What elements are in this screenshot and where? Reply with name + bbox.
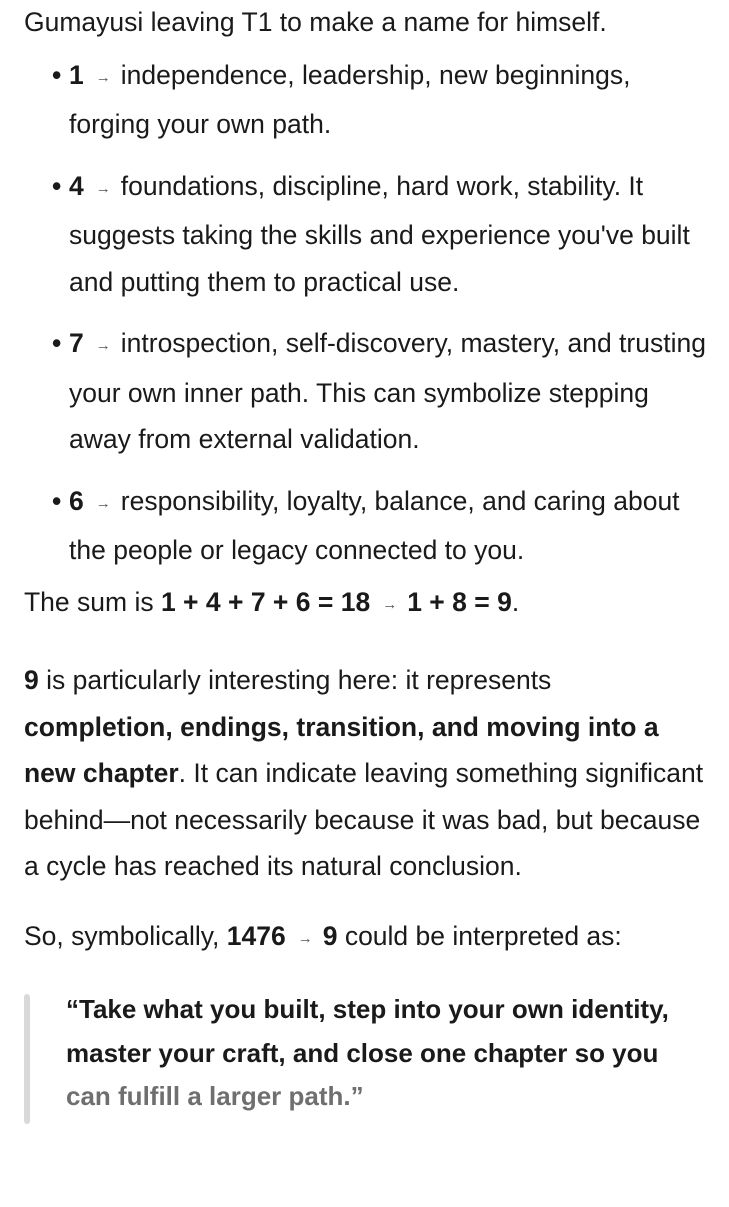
arrow-icon: → bbox=[95, 68, 111, 86]
number-label: 7 bbox=[69, 328, 84, 358]
quote-line-2: master your craft, and close one chapter so you bbox=[66, 1037, 659, 1068]
message-content bbox=[24, 0, 714, 1119]
number-label: 4 bbox=[69, 170, 84, 201]
symbolic-suffix: could be interpreted as: bbox=[337, 920, 622, 951]
number-meaning: introspection, self-discovery, mastery, and trusting your own inner path. This can symbolize stepping away from external validation. bbox=[69, 328, 706, 454]
blockquote bbox=[24, 988, 714, 1119]
sum-equation: 1 + 4 + 7 + 6 = 18 bbox=[160, 586, 371, 617]
sum-suffix: . bbox=[511, 586, 520, 617]
nine-lead-text: is particularly interesting here: it represents bbox=[38, 665, 552, 695]
sum-result: 1 + 8 = 9 bbox=[407, 586, 512, 617]
arrow-icon: → bbox=[95, 494, 111, 512]
sum-line bbox=[24, 579, 714, 629]
number-meaning: independence, leadership, new beginnings, forging your own path. bbox=[69, 59, 631, 139]
arrow-icon: → bbox=[297, 929, 313, 947]
number-meaning: foundations, discipline, hard work, stability. It suggests taking the skills and experience you've built and putting them to practical use. bbox=[69, 170, 690, 297]
list-item bbox=[24, 52, 714, 148]
symbolic-line bbox=[24, 913, 714, 963]
list-item bbox=[24, 320, 714, 463]
bottom-fade bbox=[0, 1177, 729, 1207]
bullet-icon: • bbox=[52, 170, 62, 201]
quote-line-1: “Take what you built, step into your own identity, bbox=[66, 994, 669, 1024]
number-label: 6 bbox=[69, 485, 84, 516]
symbolic-result: 9 bbox=[322, 920, 338, 951]
nine-rest: . It can indicate leaving something significant behind—not necessarily because it was bad, but because a cycle has reached its natural conclusion. bbox=[24, 758, 704, 881]
nine-bold-phrase: completion, endings, transition, and moving into a new chapter bbox=[24, 711, 659, 788]
symbolic-number: 1476 bbox=[226, 920, 286, 951]
number-meanings-list bbox=[24, 52, 714, 574]
number-label: 1 bbox=[69, 59, 84, 90]
number-meaning: responsibility, loyalty, balance, and caring about the people or legacy connected to you. bbox=[69, 485, 680, 565]
bullet-icon: • bbox=[52, 328, 62, 358]
bullet-icon: • bbox=[52, 485, 62, 516]
bullet-icon: • bbox=[52, 59, 62, 90]
quote-line-3: can fulfill a larger path.” bbox=[66, 1081, 364, 1111]
nine-paragraph bbox=[24, 657, 714, 890]
symbolic-prefix: So, symbolically, bbox=[24, 920, 227, 951]
nine-lead: 9 bbox=[24, 665, 39, 695]
arrow-icon: → bbox=[95, 337, 111, 354]
sum-prefix: The sum is bbox=[24, 586, 161, 617]
intro-text: Gumayusi leaving T1 to make a name for himself. bbox=[24, 7, 607, 37]
arrow-icon: → bbox=[382, 595, 398, 613]
arrow-icon: → bbox=[95, 179, 111, 197]
list-item bbox=[24, 163, 714, 306]
quote-bar bbox=[24, 994, 30, 1124]
list-item bbox=[24, 478, 714, 574]
